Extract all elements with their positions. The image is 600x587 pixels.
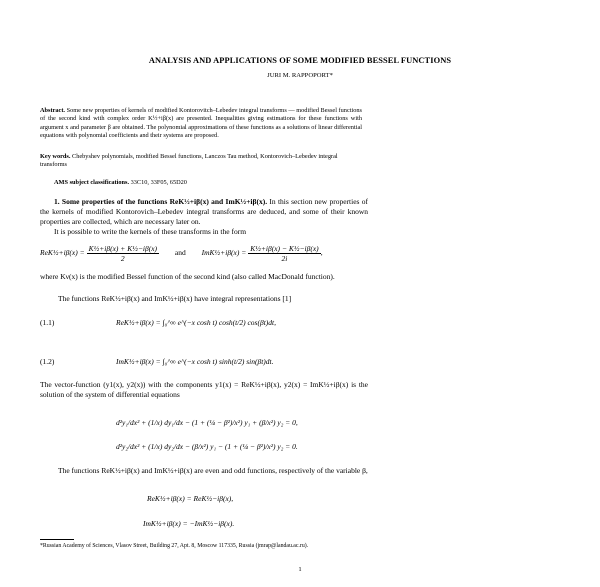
- im-denominator: 2i: [281, 254, 288, 263]
- eq-1-1-label: (1.1): [40, 318, 55, 327]
- affiliation-footnote: *Russian Academy of Sciences, Vlasov Street, Building 27, Apt. 8, Moscow 117335, Russia (jmrap@landau.ac.ru).: [40, 543, 309, 549]
- keywords-text: Chebyshev polynomials, modified Bessel functions, Lanczos Tau method, Kontorovich–Lebedev integral transforms: [40, 153, 338, 169]
- section-1: [40, 197, 368, 237]
- eq-1-2: ImK½+iβ(x) = ∫₀^∞ e^(−x cosh t) sinh(t/2) sin(βt)dt.: [116, 357, 274, 366]
- footnote-rule: [40, 539, 74, 540]
- im-fraction: [248, 244, 320, 263]
- even-odd-sentence: The functions ReK½+iβ(x) and ImK½+iβ(x) are even and odd functions, respectively of the variable β,: [58, 466, 368, 475]
- section-intro: In this section new properties of the kernels of modified Kontorovich–Lebedev integral transforms are deduced, and some of their known properties are collected, which are necessary later on.: [40, 197, 368, 227]
- im-lhs: ImK½+iβ(x) =: [201, 248, 247, 258]
- page-number: 1: [298, 566, 302, 573]
- re-numerator: K½+iβ(x) + K½−iβ(x): [88, 244, 158, 253]
- ams-label: AMS subject classifications.: [54, 179, 130, 186]
- keywords-label: Key words.: [40, 153, 71, 160]
- and-word: and: [174, 248, 186, 258]
- ode-2: d²y₂/dx² + (1/x) dy₂/dx − (β/x²) y₁ − (1 + (¼ − β²)/x²) y₂ = 0.: [116, 442, 298, 451]
- eq-1-2-label: (1.2): [40, 357, 55, 366]
- abstract: [40, 107, 362, 141]
- paper-title: ANALYSIS AND APPLICATIONS OF SOME MODIFIED BESSEL FUNCTIONS: [148, 56, 452, 65]
- re-fraction: [87, 244, 159, 263]
- vector-function-sentence: The vector-function (y1(x), y2(x)) with the components y1(x) = ReK½+iβ(x), y2(x) = ImK½+iβ(x) is the solution of the system of differential equations: [40, 380, 368, 400]
- integral-repr-sentence: The functions ReK½+iβ(x) and ImK½+iβ(x) have integral representations [1]: [58, 294, 292, 303]
- ams-classification: [54, 179, 187, 186]
- abstract-label: Abstract.: [40, 107, 66, 114]
- re-lhs: ReK½+iβ(x) =: [40, 248, 85, 258]
- im-numerator: K½+iβ(x) − K½−iβ(x): [250, 244, 319, 253]
- keywords: [40, 153, 362, 170]
- kernel-form-sentence: It is possible to write the kernels of these transforms in the form: [54, 227, 247, 237]
- macdonald-sentence: where Kν(x) is the modified Bessel function of the second kind (also called MacDonald function).: [40, 272, 335, 281]
- symmetry-im: ImK½+iβ(x) = −ImK½−iβ(x).: [143, 519, 235, 528]
- section-heading: 1. Some properties of the functions ReK½+iβ(x) and ImK½+iβ(x).: [54, 197, 268, 206]
- eq-1-1: ReK½+iβ(x) = ∫₀^∞ e^(−x cosh t) cosh(t/2) cos(βt)dt,: [116, 318, 276, 327]
- ams-codes: 33C10, 33F05, 65D20: [129, 179, 187, 186]
- symmetry-re: ReK½+iβ(x) = ReK½−iβ(x),: [147, 494, 234, 503]
- ode-1: d²y₁/dx² + (1/x) dy₁/dx − (1 + (¼ − β²)/x²) y₁ + (β/x²) y₂ = 0,: [116, 418, 298, 427]
- author-line: JURI M. RAPPOPORT*: [267, 72, 333, 79]
- re-denominator: 2: [120, 254, 125, 263]
- abstract-text: Some new properties of kernels of modified Kontorovitch–Lebedev integral transforms — modified Bessel functions of the second kind with complex order K½+iβ(x) are presented. Inequalities giving estimations for these functions with argument x and parameter β are obtained. The polynomial approximations of these functions as a solutions of linear differential equations with polynomial coefficients and their systems are proposed.: [40, 107, 362, 140]
- kernel-definitions: ReK½+iβ(x) = $\frac{\text{K½+iβ(x) + K½−iβ(x)}}{2}$ and ImK½+iβ(x) = $\frac{\text{K½+iβ(x) − K½−iβ(x)}}{2i}$ ,: [40, 244, 323, 263]
